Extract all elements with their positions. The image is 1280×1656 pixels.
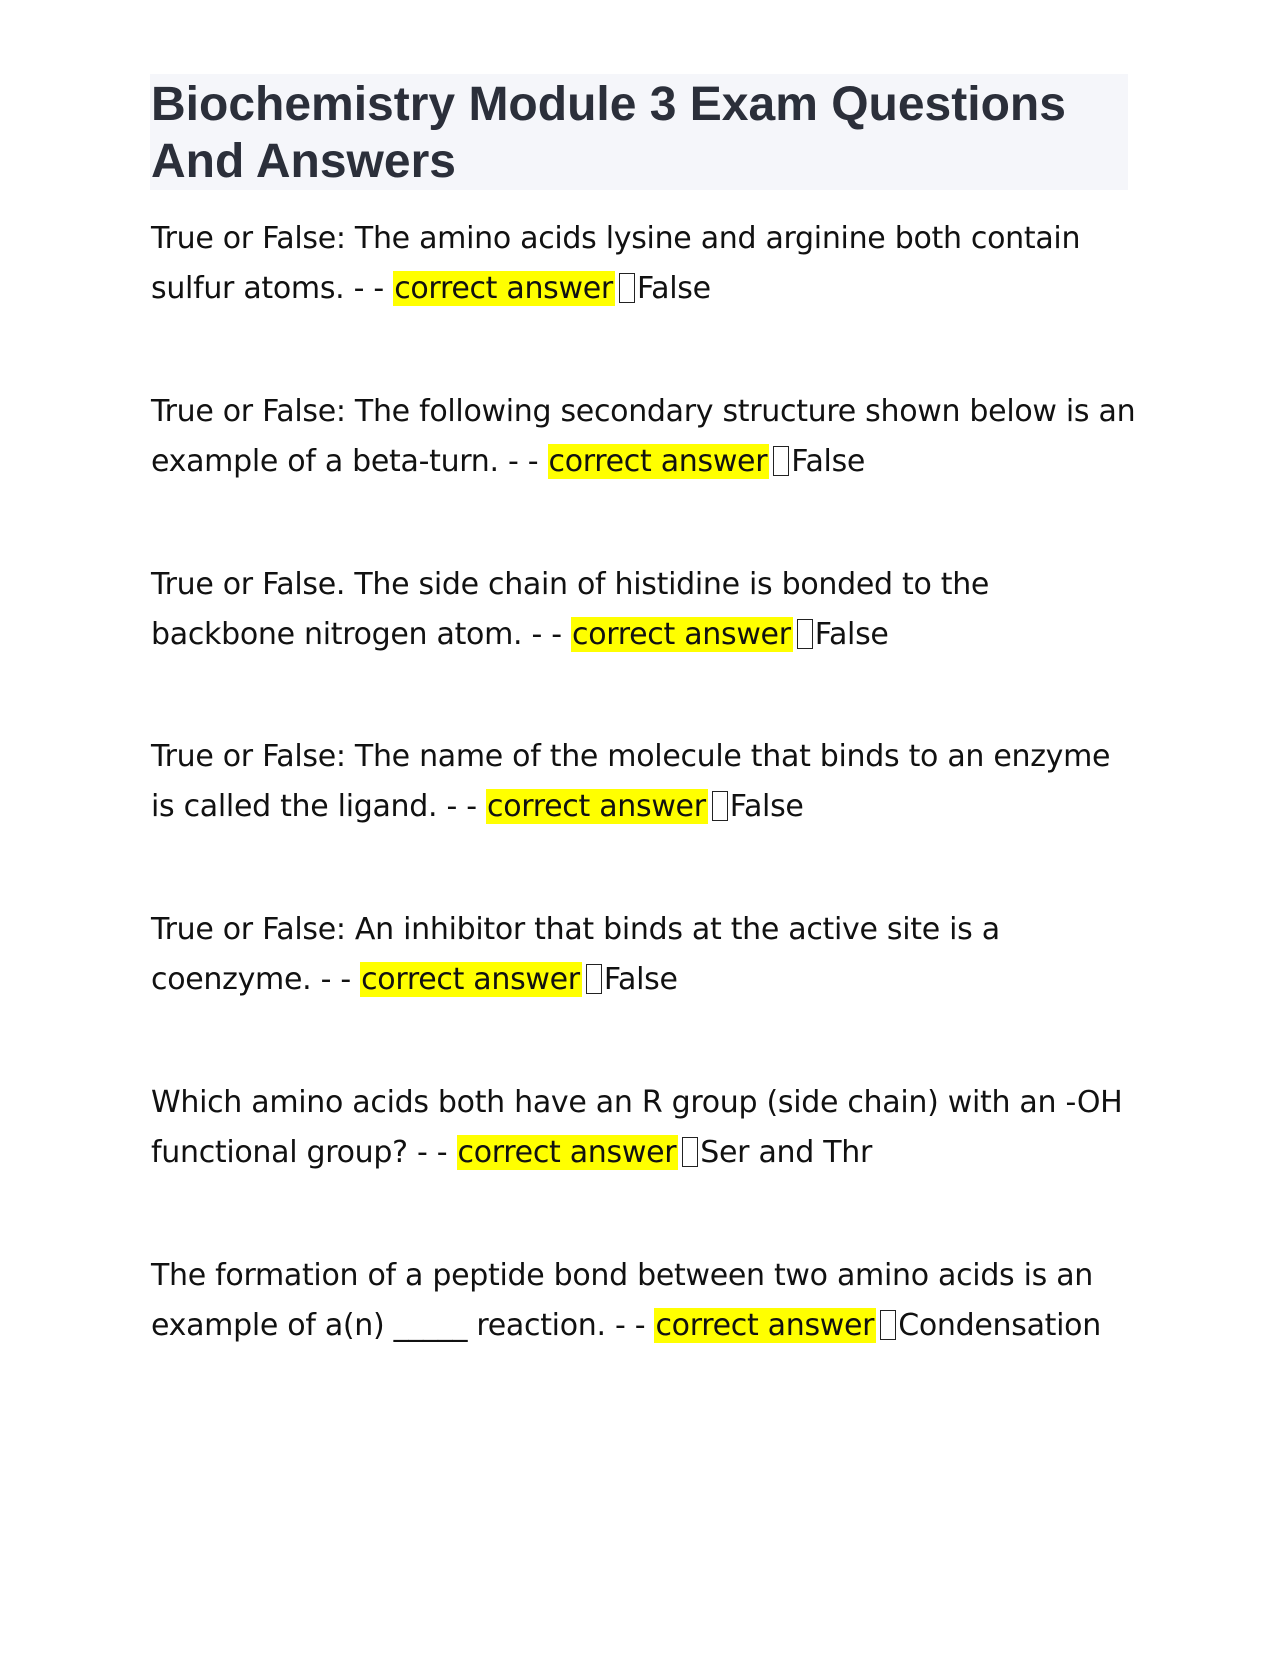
question-text: True or False: The name of the molecule that binds to an enzyme is called the ligand. <box>151 739 1111 824</box>
qa-item <box>151 214 1141 314</box>
correct-answer-label: correct answer <box>572 617 791 652</box>
correct-answer-label: correct answer <box>361 962 580 997</box>
separator: - - <box>437 789 487 824</box>
missing-glyph-icon <box>773 446 789 476</box>
separator: - - <box>522 617 572 652</box>
qa-item <box>151 560 1141 660</box>
missing-glyph-icon <box>880 1310 896 1340</box>
answer-text: False <box>791 444 866 479</box>
question-text: Which amino acids both have an R group (side chain) with an -OH functional group? <box>151 1085 1123 1170</box>
question-text: True or False: The following secondary structure shown below is an example of a beta-turn. <box>151 394 1136 479</box>
missing-glyph-icon <box>797 619 813 649</box>
qa-item <box>151 387 1141 487</box>
question-text: True or False. The side chain of histidine is bonded to the backbone nitrogen atom. <box>151 567 990 652</box>
separator: - - <box>311 962 361 997</box>
answer-text: Ser and Thr <box>700 1135 873 1170</box>
answer-text: False <box>603 962 678 997</box>
correct-answer-label: correct answer <box>487 789 706 824</box>
separator: - - <box>498 444 548 479</box>
qa-item <box>151 1251 1141 1351</box>
missing-glyph-icon <box>712 791 728 821</box>
correct-answer-label: correct answer <box>394 271 613 306</box>
missing-glyph-icon <box>619 273 635 303</box>
separator: - - <box>605 1308 655 1343</box>
answer-text: False <box>636 271 711 306</box>
qa-item <box>151 732 1141 832</box>
answer-text: False <box>729 789 804 824</box>
question-text: True or False: The amino acids lysine and arginine both contain sulfur atoms. <box>151 221 1081 306</box>
missing-glyph-icon <box>682 1137 698 1167</box>
qa-item <box>151 905 1141 1005</box>
answer-text: Condensation <box>898 1308 1101 1343</box>
separator: - - <box>344 271 394 306</box>
correct-answer-label: correct answer <box>548 444 768 479</box>
document-title: Biochemistry Module 3 Exam Questions And Answers <box>151 78 1066 188</box>
correct-answer-label: correct answer <box>655 1308 875 1343</box>
question-text: The formation of a peptide bond between two amino acids is an example of a(n) _____ reaction. <box>151 1258 1094 1343</box>
qa-item <box>151 1078 1141 1178</box>
missing-glyph-icon <box>586 964 602 994</box>
correct-answer-label: correct answer <box>457 1135 677 1170</box>
question-text: True or False: An inhibitor that binds at the active site is a coenzyme. <box>151 912 1000 997</box>
separator: - - <box>407 1135 457 1170</box>
answer-text: False <box>814 617 889 652</box>
